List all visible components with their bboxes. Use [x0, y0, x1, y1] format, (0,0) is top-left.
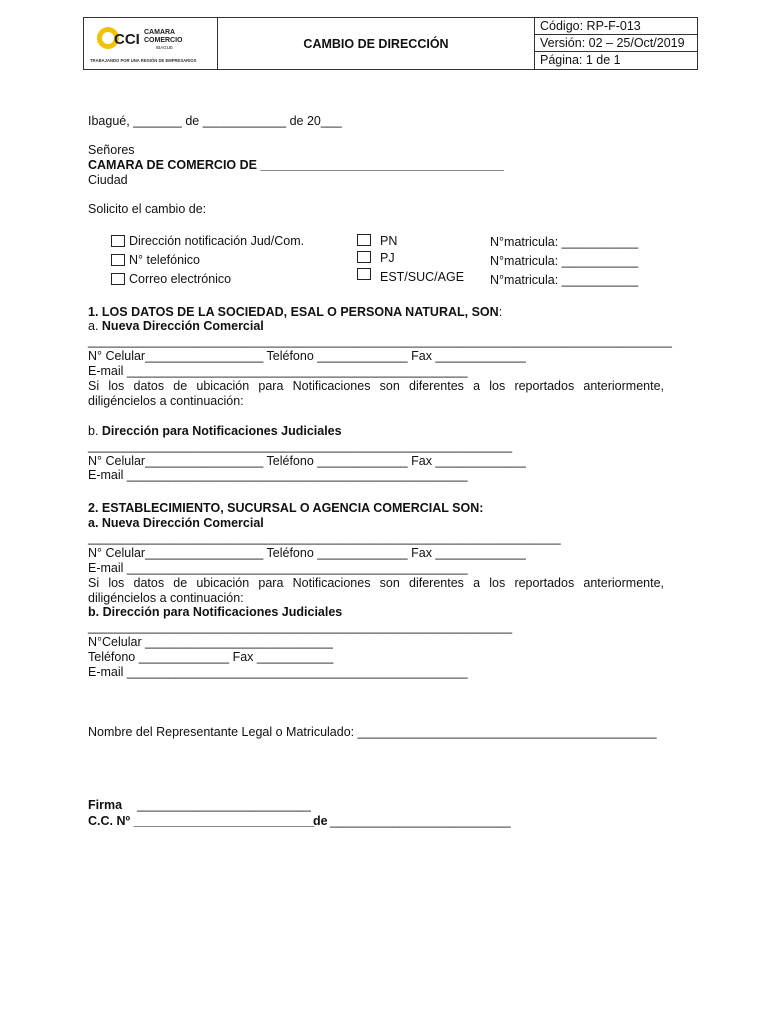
section2-a-heading: a. Nueva Dirección Comercial: [88, 516, 264, 530]
firma-line: _________________________: [137, 798, 311, 812]
section2-a-contact-line: N° Celular_________________ Teléfono _____________ Fax _____________: [88, 546, 526, 560]
section1-b-address-line: _____________________________________________________________: [88, 439, 513, 453]
checkbox-telefono[interactable]: [111, 254, 125, 266]
logo-cci-text: CCI: [114, 31, 140, 48]
section2-note: Si los datos de ubicación para Notificaciones son diferentes a los reportados anteriormente, diligéncielos a continuación:: [88, 576, 664, 605]
section2-b-celular-line: N°Celular ___________________________: [88, 635, 333, 649]
section1-a-email-line: E-mail _________________________________________________: [88, 364, 468, 378]
section1-b-label: Dirección para Notificaciones Judiciales: [101, 424, 342, 438]
cc-de-label: de: [313, 814, 328, 828]
matricula-3: N°matricula: ___________: [490, 273, 639, 287]
section2-b-email-line: E-mail _________________________________________________: [88, 665, 468, 679]
section2-b-heading: b. Dirección para Notificaciones Judiciales: [88, 605, 343, 619]
logo-cell: [83, 17, 218, 70]
svg-text:CAMARA: CAMARA: [144, 29, 176, 36]
title-cell: [217, 17, 535, 70]
pagina-text: Página: 1 de 1: [540, 53, 621, 67]
tipo-est-label: EST/SUC/AGE: [380, 270, 465, 284]
section2-a-email-line: E-mail _________________________________________________: [88, 561, 468, 575]
matricula-2: N°matricula: ___________: [490, 254, 639, 268]
section1-heading-text: 1. LOS DATOS DE LA SOCIEDAD, ESAL O PERSONA NATURAL, SON: [88, 305, 499, 319]
section2-a-address-line: ____________________________________________________________________: [88, 531, 561, 545]
checkbox-pj[interactable]: [357, 251, 371, 263]
section1-b-heading: [88, 424, 342, 438]
checkbox-direccion[interactable]: [111, 235, 125, 247]
representante-line: Nombre del Representante Legal o Matriculado: ___________________________________________: [88, 725, 657, 739]
solicito-text: Solicito el cambio de:: [88, 202, 207, 216]
senores-text: Señores: [88, 143, 135, 157]
section2-heading: 2. ESTABLECIMIENTO, SUCURSAL O AGENCIA COMERCIAL SON:: [88, 501, 484, 515]
document-header: [83, 17, 698, 70]
section1-note: Si los datos de ubicación para Notificaciones son diferentes a los reportados anteriormente, diligéncielos a continuación:: [88, 379, 664, 408]
checkbox-pn[interactable]: [357, 234, 371, 246]
matricula-1: N°matricula: ___________: [490, 235, 639, 249]
codigo-text: Código: RP-F-013: [535, 18, 697, 35]
section1-a-contact-line: N° Celular_________________ Teléfono _____________ Fax _____________: [88, 349, 526, 363]
version-text: Versión: 02 – 25/Oct/2019: [535, 35, 697, 52]
svg-text:TRABAJANDO POR UNA REGIÓN DE E: TRABAJANDO POR UNA REGIÓN DE EMPRESARIOS: [90, 58, 197, 63]
camara-line: CAMARA DE COMERCIO DE ___________________________________: [88, 158, 504, 172]
section1-b-prefix: b.: [88, 424, 102, 438]
option-direccion-label: Dirección notificación Jud/Com.: [129, 234, 305, 248]
ciudad-text: Ciudad: [88, 173, 128, 187]
svg-text:COMERCIO: COMERCIO: [144, 37, 183, 44]
section1-a-prefix: a.: [88, 319, 102, 333]
cc-label: C.C. Nº __________________________: [88, 814, 315, 828]
section1-heading-suffix: :: [498, 305, 503, 319]
section1-a-label: Nueva Dirección Comercial: [101, 319, 264, 333]
section1-a-address-line: ____________________________________________________________________________________: [88, 334, 672, 348]
meta-cell: [534, 17, 698, 70]
fecha-line: Ibagué, _______ de ____________ de 20___: [88, 114, 342, 128]
section1-a-heading: [88, 319, 264, 333]
section2-b-address-line: _____________________________________________________________: [88, 620, 513, 634]
checkbox-est-suc-age[interactable]: [357, 268, 371, 280]
section1-b-contact-line: N° Celular_________________ Teléfono _____________ Fax _____________: [88, 454, 526, 468]
section1-heading: [88, 305, 502, 319]
camara-comercio-logo: [84, 18, 217, 69]
tipo-pn-label: PN: [380, 234, 398, 248]
section2-b-telefono-line: Teléfono _____________ Fax ___________: [88, 650, 334, 664]
svg-text:IBAGUE: IBAGUE: [156, 45, 174, 50]
option-telefono-label: N° telefónico: [129, 253, 201, 267]
option-correo-label: Correo electrónico: [129, 272, 232, 286]
section1-b-email-line: E-mail _________________________________________________: [88, 468, 468, 482]
tipo-pj-label: PJ: [380, 251, 395, 265]
checkbox-correo[interactable]: [111, 273, 125, 285]
firma-label: Firma: [88, 798, 123, 812]
document-title: CAMBIO DE DIRECCIÓN: [303, 37, 449, 51]
cc-de-line: __________________________: [330, 814, 511, 828]
